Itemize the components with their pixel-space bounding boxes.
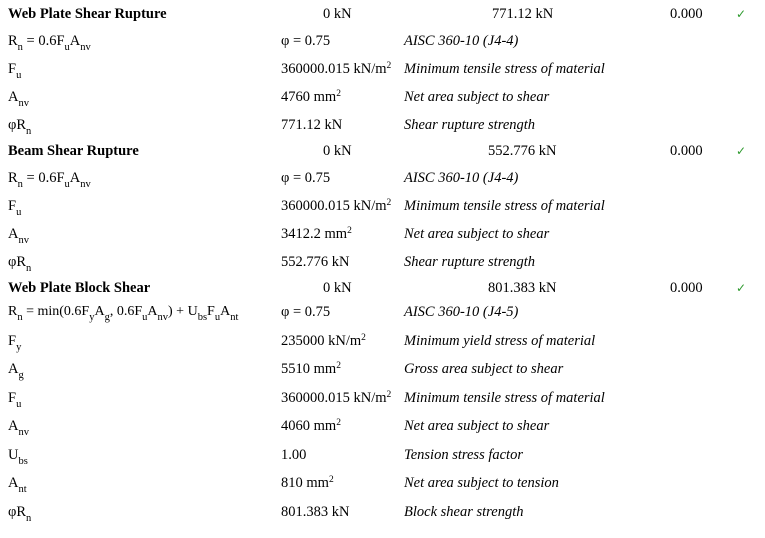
description: Net area subject to shear xyxy=(404,89,550,105)
code-reference: AISC 360-10 (J4-4) xyxy=(404,33,519,49)
demand-value: 0 kN xyxy=(323,6,352,22)
description: Gross area subject to shear xyxy=(404,361,564,377)
value: 3412.2 $mm^2$ xyxy=(281,226,352,242)
value: 4760 $mm^2$ xyxy=(281,89,341,105)
description: Tension stress factor xyxy=(404,447,523,463)
capacity-value: 771.12 kN xyxy=(492,6,554,22)
symbol: $\varphi R_n$ xyxy=(8,117,32,137)
symbol: $F_y$ xyxy=(8,333,22,353)
symbol: $A_g$ xyxy=(8,361,24,381)
ratio-value: 0.000 xyxy=(670,6,703,22)
description: Minimum yield stress of material xyxy=(404,333,596,349)
symbol: $A_{nt}$ xyxy=(8,475,27,495)
value: 4060 $mm^2$ xyxy=(281,418,341,434)
formula-block-shear: $R_n = \min(0.6F_yA_g$, $0.6F_uA_{nv}) + U_{bs}F_uA_{nt}$ xyxy=(8,304,239,323)
code-reference: AISC 360-10 (J4-4) xyxy=(404,170,519,186)
value: 1.00 xyxy=(281,447,307,463)
description: Net area subject to tension xyxy=(404,475,559,491)
symbol: $F_u$ xyxy=(8,390,22,410)
description: Block shear strength xyxy=(404,504,524,520)
section-title: Web Plate Block Shear xyxy=(8,280,151,296)
symbol: $F_u$ xyxy=(8,198,22,218)
phi-factor: φ = 0.75 xyxy=(281,304,331,320)
phi-factor: φ = 0.75 xyxy=(281,33,331,49)
value: 360000.015 $kN/m^2$ xyxy=(281,198,392,214)
value: 771.12 kN xyxy=(281,117,343,133)
value: 360000.015 $kN/m^2$ xyxy=(281,61,392,77)
symbol: $\varphi R_n$ xyxy=(8,504,32,524)
value: 810 $mm^2$ xyxy=(281,475,334,491)
description: Shear rupture strength xyxy=(404,254,536,270)
phi-factor: φ = 0.75 xyxy=(281,170,331,186)
description: Shear rupture strength xyxy=(404,117,536,133)
formula: $R_n = 0.6F_uA_{nv}$ xyxy=(8,170,91,190)
section-title: Beam Shear Rupture xyxy=(8,143,139,159)
ratio-value: 0.000 xyxy=(670,280,703,296)
demand-value: 0 kN xyxy=(323,280,352,296)
symbol: $A_{nv}$ xyxy=(8,418,29,438)
capacity-value: 801.383 kN xyxy=(488,280,557,296)
symbol: $A_{nv}$ xyxy=(8,226,29,246)
section-title: Web Plate Shear Rupture xyxy=(8,6,167,22)
check-icon: ✓ xyxy=(736,7,747,21)
demand-value: 0 kN xyxy=(323,143,352,159)
symbol: $F_u$ xyxy=(8,61,22,81)
description: Net area subject to shear xyxy=(404,418,550,434)
description: Net area subject to shear xyxy=(404,226,550,242)
description: Minimum tensile stress of material xyxy=(404,390,605,406)
value: 5510 $mm^2$ xyxy=(281,361,341,377)
value: 801.383 kN xyxy=(281,504,350,520)
symbol: $\varphi R_n$ xyxy=(8,254,32,274)
check-icon: ✓ xyxy=(736,281,747,295)
value: 552.776 kN xyxy=(281,254,350,270)
description: Minimum tensile stress of material xyxy=(404,61,605,77)
code-reference: AISC 360-10 (J4-5) xyxy=(404,304,519,320)
ratio-value: 0.000 xyxy=(670,143,703,159)
symbol: $U_{bs}$ xyxy=(8,447,28,467)
value: 235000 $kN/m^2$ xyxy=(281,333,366,349)
check-icon: ✓ xyxy=(736,144,747,158)
formula: $R_n = 0.6F_uA_{nv}$ xyxy=(8,33,91,53)
description: Minimum tensile stress of material xyxy=(404,198,605,214)
symbol: $A_{nv}$ xyxy=(8,89,29,109)
capacity-value: 552.776 kN xyxy=(488,143,557,159)
value: 360000.015 $kN/m^2$ xyxy=(281,390,392,406)
